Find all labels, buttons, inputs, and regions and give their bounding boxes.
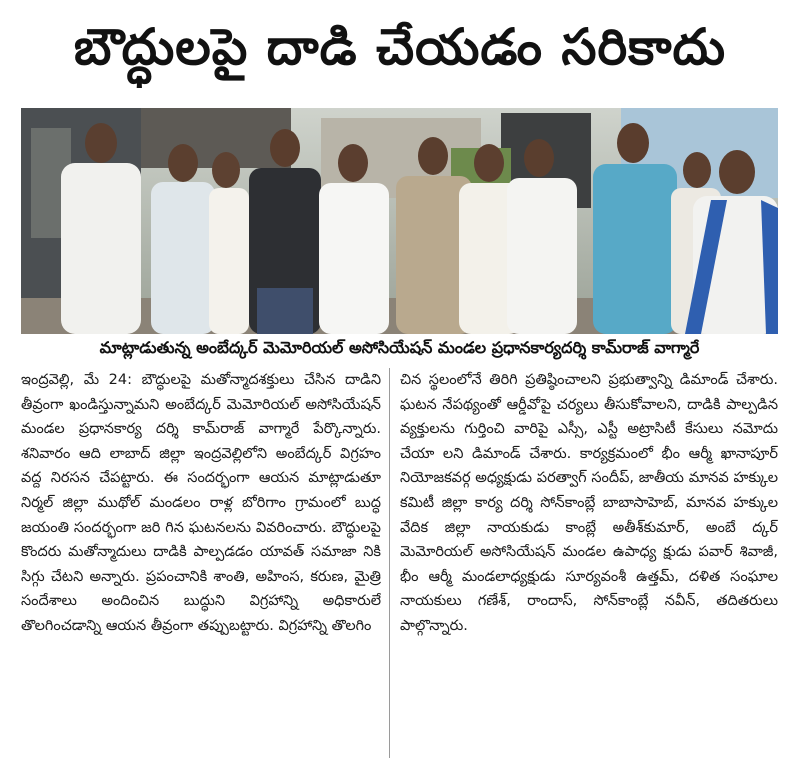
column-divider [389, 368, 390, 758]
article-headline: బౌద్ధులపై దాడి చేయడం సరికాదు [73, 18, 727, 76]
article-body-left-column [21, 368, 381, 768]
body-paragraph-left: ఇంద్రవెల్లి, మే 24: బౌద్ధులపై మతోన్మాదశక్తులు చేసిన దాడిని తీవ్రంగా ఖండిస్తున్నామని అంబేద్కర్ మెమోరియల్ అసోసియేషన్ మండల ప్రధానకార్య దర్శి కామ్‌రాజ్ వాగ్మారే పేర్కొన్నారు. శనివారం ఆది లాబాద్ జిల్లా ఇంద్రవెల్లిలోని అంబేద్కర్ విగ్రహం వద్ద నిరసన చేపట్టారు. ఈ సందర్భంగా ఆయన మాట్లాడుతూ నిర్మల్ జిల్లా ముథోల్ మండలం రాళ్ల బోరిగాం గ్రామంలో బుద్ధ జయంతి సందర్భంగా జరి గిన ఘటనలను వివరించారు. బౌద్ధులపై కొందరు మతోన్మాదులు దాడికి పాల్పడడం యావత్ సమాజా నికి సిగ్గు చేటని అన్నారు. ప్రపంచానికి శాంతి, అహింస, కరుణ, మైత్రి సందేశాలు అందించిన బుద్ధుని విగ్రహాన్ని అధికారులే తొలగించడాన్ని ఆయన తీవ్రంగా తప్పుబట్టారు. విగ్రహాన్ని తొలగిం [21, 372, 381, 634]
news-photo [21, 108, 778, 334]
body-paragraph-right: చిన స్థలంలోనే తిరిగి ప్రతిష్ఠించాలని ప్రభుత్వాన్ని డిమాండ్ చేశారు. ఘటన నేపథ్యంతో ఆర్డీవోపై చర్యలు తీసుకోవాలని, దాడికి పాల్పడిన వ్యక్తులను గుర్తించి వారిపై ఎస్సీ, ఎస్టీ అట్రాసిటీ కేసులు నమోదు చేయా లని డిమాండ్ చేశారు. కార్యక్రమంలో భీం ఆర్మీ ఖానాపూర్ నియోజకవర్గ అధ్యక్షుడు పరత్వాగ్ సందీప్, జాతీయ మానవ హక్కుల కమిటీ జిల్లా కార్య దర్శి సోన్‌కాంబ్లే బాబాసాహెబ్, మానవ హక్కుల వేదిక జిల్లా నాయకుడు కాంబ్లే అతీశ్‌కుమార్, అంబే ద్కర్ మెమోరియల్ అసోసియేషన్ మండల ఉపాధ్య క్షుడు పవార్ శివాజీ, భీం ఆర్మీ మండలాధ్యక్షుడు సూర్యవంశీ ఉత్తమ్, దళిత సంఘాల నాయకులు గణేశ్, రాందాస్, సోన్‌కాంబ్లే నవీన్, తదితరులు పాల్గొన్నారు. [400, 372, 778, 634]
article-body-right-column [400, 368, 778, 768]
photo-caption: మాట్లాడుతున్న అంబేద్కర్ మెమోరియల్ అసోసియేషన్ మండల ప్రధానకార్యదర్శి కామ్‌రాజ్ వాగ్మారే [99, 338, 700, 357]
